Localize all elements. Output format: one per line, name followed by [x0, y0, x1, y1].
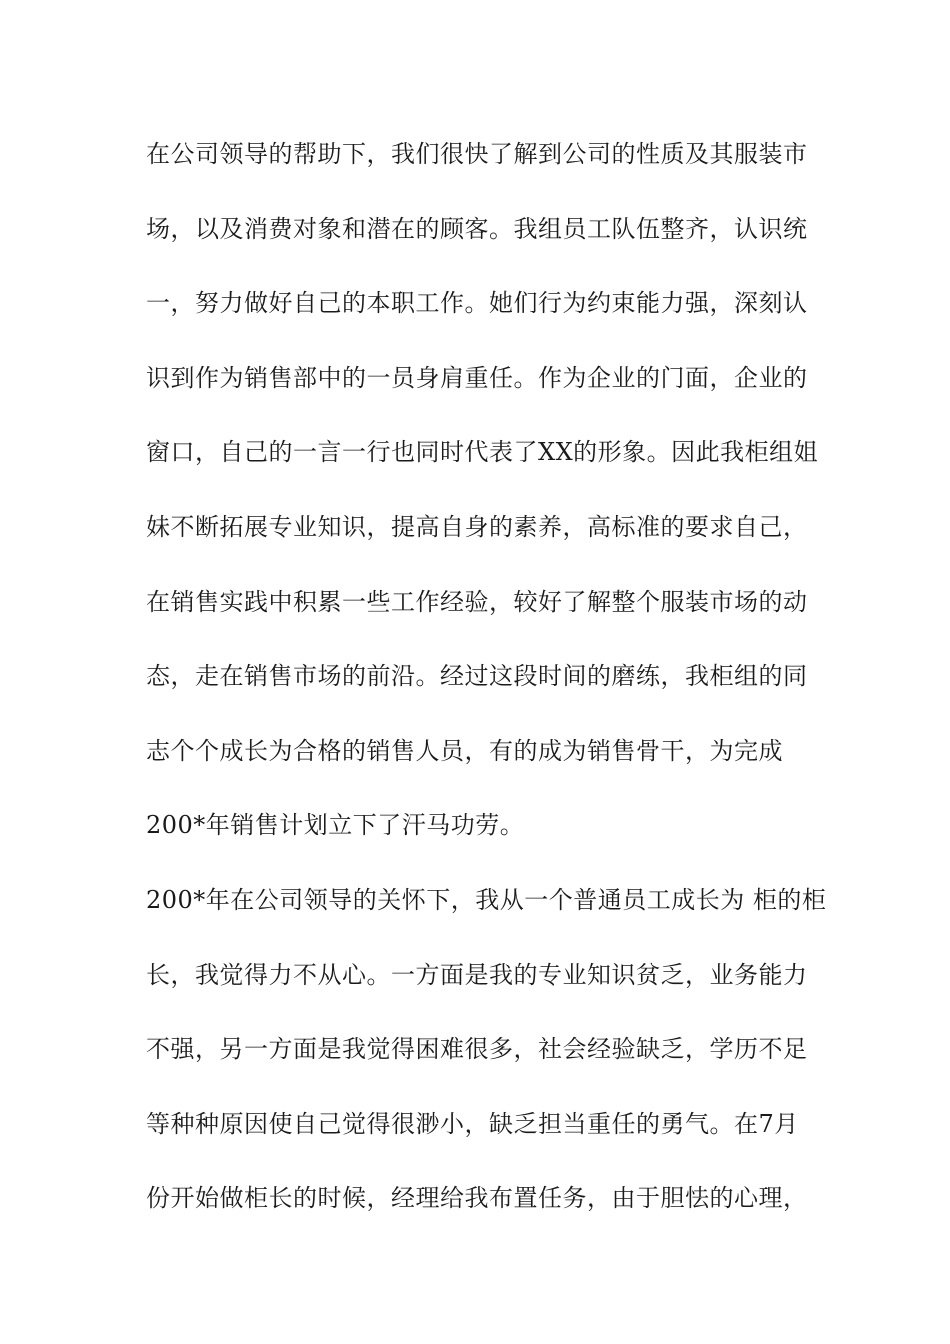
text-line-6: 妹不断拓展专业知识，提高自身的素养，高标准的要求自己， — [146, 512, 808, 541]
text-line-11: 200*年在公司领导的关怀下，我从一个普通员工成长为 柜的柜 — [146, 885, 827, 914]
text-line-9: 志个个成长为合格的销售人员，有的成为销售骨干，为完成 — [146, 736, 783, 765]
text-line-10: 200*年销售计划立下了汗马功劳。 — [146, 811, 525, 840]
text-line-13: 不强，另一方面是我觉得困难很多，社会经验缺乏，学历不足 — [146, 1035, 808, 1064]
body-text — [146, 128, 827, 1247]
text-line-4: 识到作为销售部中的一员身肩重任。作为企业的门面，企业的 — [146, 363, 808, 392]
text-line-14: 等种种原因使自己觉得很渺小，缺乏担当重任的勇气。在7月 — [146, 1109, 799, 1138]
text-line-5: 窗口，自己的一言一行也同时代表了XX的形象。因此我柜组姐 — [146, 438, 819, 467]
text-line-1: 在公司领导的帮助下，我们很快了解到公司的性质及其服装市 — [146, 140, 808, 168]
text-line-2: 场，以及消费对象和潜在的顾客。我组员工队伍整齐，认识统 — [146, 214, 808, 243]
text-line-8: 态，走在销售市场的前沿。经过这段时间的磨练，我柜组的同 — [146, 662, 808, 691]
text-line-12: 长，我觉得力不从心。一方面是我的专业知识贫乏，业务能力 — [146, 960, 808, 989]
text-line-7: 在销售实践中积累一些工作经验，较好了解整个服装市场的动 — [146, 587, 808, 616]
text-line-3: 一，努力做好自己的本职工作。她们行为约束能力强，深刻认 — [146, 289, 808, 318]
text-line-15: 份开始做柜长的时候，经理给我布置任务，由于胆怯的心理， — [146, 1184, 808, 1213]
